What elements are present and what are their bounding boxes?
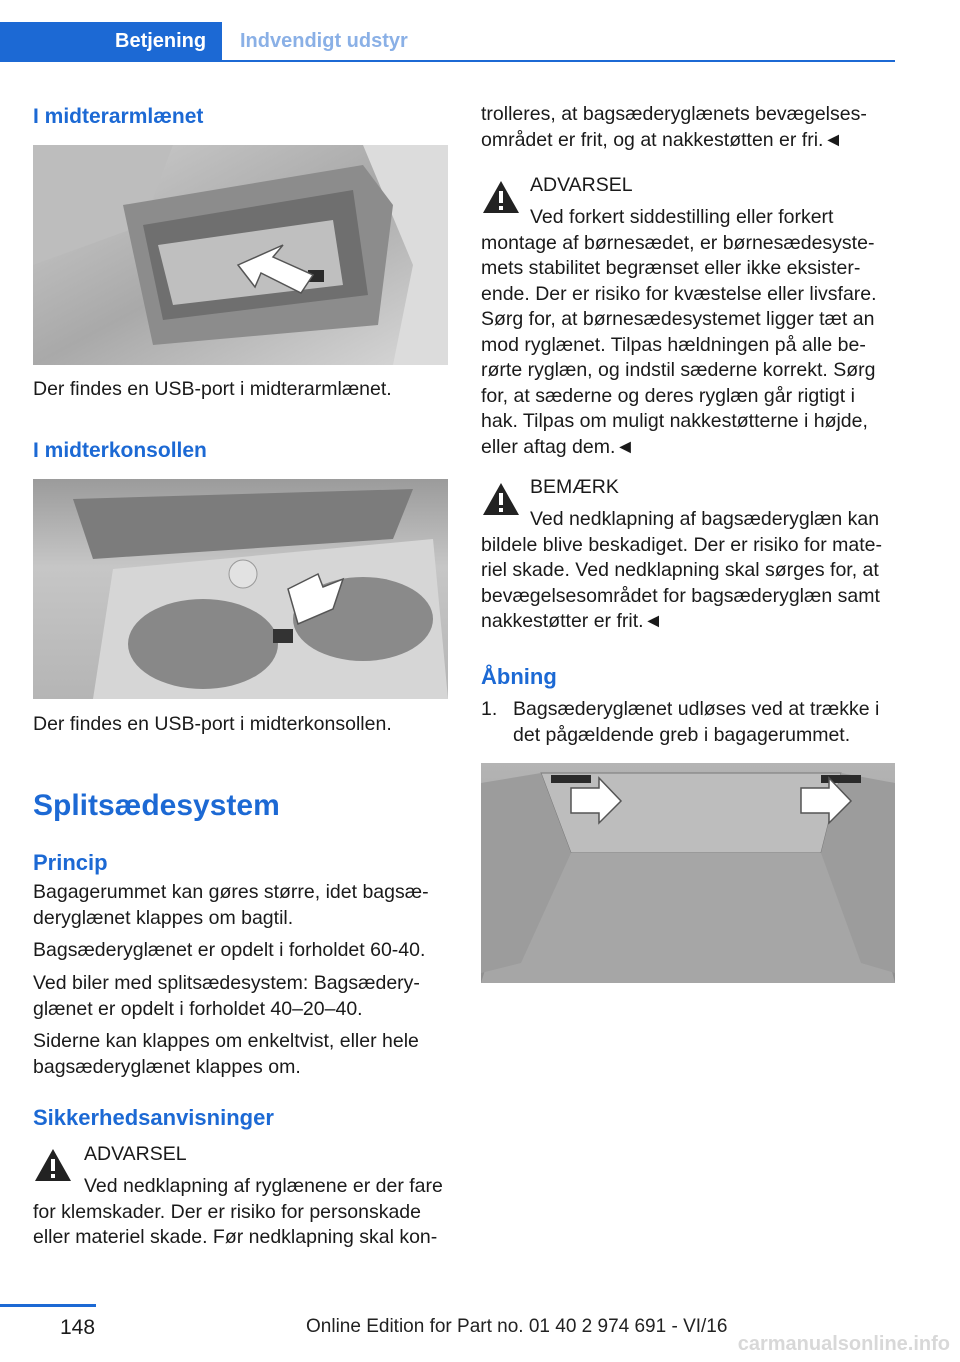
warning-text: Ved forkert siddestilling eller forkert montage af børnesædet, er børnesædesyste‐ mets stabilitet begrænset eller ikke eksister‐ ende. Der er risiko for kvæstelse eller livsfare. Sørg for, at børnesædesystemet ligger tæt an mod ryglænet. Tilpas hældningen på alle be‐ rørte ryglæn, og indstil sæderne korrekt. Sørg for, at sæderne og deres ryglæn går rigtigt i hak. Tilpas om muligt nakkestøtterne i højde, eller aftag dem.◄	[481, 206, 877, 458]
header-rule	[0, 60, 895, 62]
heading-princip: Princip	[33, 850, 108, 875]
para-1: Bagagerummet kan gøres større, idet bagsæ‐ deryglænet klappes om bagtil.	[33, 881, 429, 929]
watermark: carmanualsonline.info	[737, 1333, 950, 1355]
header-bar	[0, 0, 960, 62]
warning-title: ADVARSEL	[530, 174, 633, 196]
heading-aabning: Åbning	[481, 664, 557, 689]
heading-midterarmlaenet: I midterarmlænet	[33, 105, 204, 128]
para-2: Bagsæderyglænet er opdelt i forholdet 60‑40.	[33, 939, 426, 961]
heading-sikkerhed: Sikkerhedsanvisninger	[33, 1105, 274, 1130]
step-number: 1.	[481, 698, 498, 720]
caption-console: Der findes en USB-port i midterkonsollen.	[33, 713, 392, 735]
note-text: Ved nedklapning af bagsæderyglæn kan bildele blive beskadiget. Der er risiko for mate‐ riel skade. Ved nedklapning skal sørges for, at bevægelsesområdet for bagsæderyglæn samt nakkestøtter er frit.◄	[481, 508, 883, 632]
heading-midterkonsollen: I midterkonsollen	[33, 439, 207, 462]
tab-indvendigt-udstyr[interactable]: Indvendigt udstyr	[240, 30, 408, 52]
continued-text: trolleres, at bagsæderyglænets bevægelses‐ området er frit, og at nakkestøtten er fri.◄	[481, 103, 867, 151]
photo-trunk-levers	[481, 763, 895, 983]
page-number: 148	[60, 1316, 96, 1339]
caption-armrest: Der findes en USB-port i midterarmlænet.	[33, 378, 392, 400]
warning-title: ADVARSEL	[84, 1143, 187, 1165]
note-title: BEMÆRK	[530, 476, 619, 498]
tab-betjening[interactable]: Betjening	[0, 22, 222, 60]
section-title: Splitsædesystem	[33, 789, 280, 822]
photo-console-usb	[33, 479, 448, 699]
online-edition: Online Edition for Part no. 01 40 2 974 691 - VI/16	[306, 1316, 728, 1337]
footer-rule	[0, 1304, 96, 1307]
step-text: Bagsæderyglænet udløses ved at trække i det pågældende greb i bagagerummet.	[513, 698, 880, 746]
warning-text: Ved nedklapning af ryglænene er der fare for klemskader. Der er risiko for personskade eller materiel skade. Før nedklapning skal kon‐	[33, 1175, 443, 1248]
para-3: Ved biler med splitsædesystem: Bagsædery‐ glænet er opdelt i forholdet 40–20–40.	[33, 972, 420, 1020]
para-4: Siderne kan klappes om enkeltvist, eller hele bagsæderyglænet klappes om.	[33, 1030, 419, 1078]
photo-armrest-usb	[33, 145, 448, 365]
